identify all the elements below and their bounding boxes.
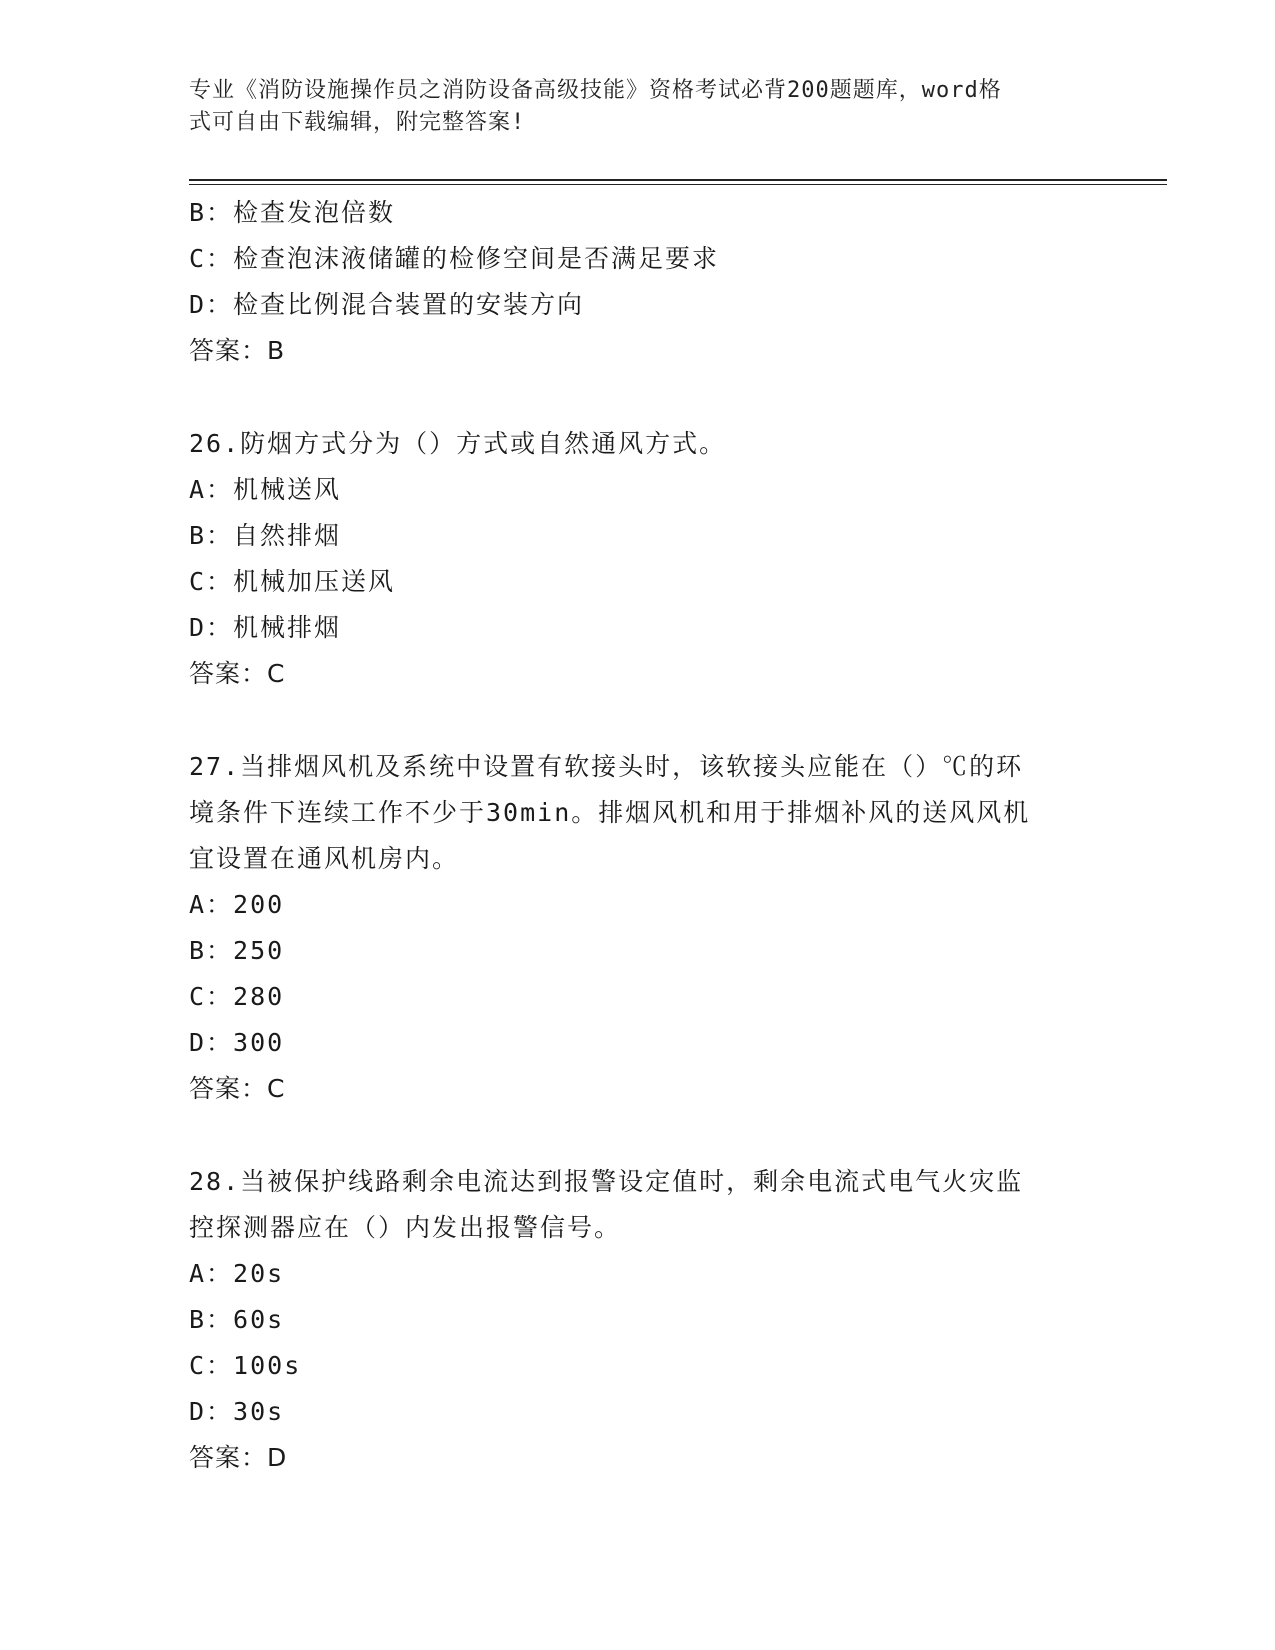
option-c: C：检查泡沫液储罐的检修空间是否满足要求 xyxy=(189,244,720,273)
document-header xyxy=(189,75,1069,139)
answer-line: 答案：C xyxy=(189,1074,286,1103)
option-a: A：200 xyxy=(189,890,285,919)
answer-line: 答案：D xyxy=(189,1443,288,1472)
option-b: B：检查发泡倍数 xyxy=(189,198,396,227)
option-b: B：60s xyxy=(189,1305,285,1334)
header-divider-thin xyxy=(189,184,1167,185)
option-c: C：100s xyxy=(189,1351,302,1380)
option-d: D：检查比例混合装置的安装方向 xyxy=(189,290,585,319)
question-content xyxy=(189,190,1089,1481)
question-26 xyxy=(189,421,1089,697)
option-b: B：250 xyxy=(189,936,285,965)
spacer xyxy=(189,1112,1089,1159)
spacer xyxy=(189,374,1089,421)
option-a: A：机械送风 xyxy=(189,475,342,504)
question-27 xyxy=(189,744,1089,1112)
continued-question xyxy=(189,190,1089,374)
answer-line: 答案：B xyxy=(189,336,286,365)
question-28 xyxy=(189,1159,1089,1481)
header-line-1: 专业《消防设施操作员之消防设备高级技能》资格考试必背200题题库，word格 xyxy=(189,78,1002,103)
question-text-line-1: 28.当被保护线路剩余电流达到报警设定值时，剩余电流式电气火灾监 xyxy=(189,1167,1024,1196)
header-divider-thick xyxy=(189,179,1167,181)
option-c: C：机械加压送风 xyxy=(189,567,396,596)
question-text-line-2: 境条件下连续工作不少于30min。排烟风机和用于排烟补风的送风风机 xyxy=(189,798,1031,827)
question-text-line-1: 27.当排烟风机及系统中设置有软接头时，该软接头应能在（）℃的环 xyxy=(189,752,1024,781)
answer-line: 答案：C xyxy=(189,659,286,688)
question-text-line-2: 控探测器应在（）内发出报警信号。 xyxy=(189,1213,622,1242)
option-a: A：20s xyxy=(189,1259,285,1288)
option-d: D：300 xyxy=(189,1028,285,1057)
option-b: B：自然排烟 xyxy=(189,521,342,550)
question-text-line-3: 宜设置在通风机房内。 xyxy=(189,844,460,873)
header-line-2: 式可自由下载编辑，附完整答案! xyxy=(189,110,526,135)
option-c: C：280 xyxy=(189,982,285,1011)
option-d: D：30s xyxy=(189,1397,285,1426)
spacer xyxy=(189,697,1089,744)
option-d: D：机械排烟 xyxy=(189,613,342,642)
question-text: 26.防烟方式分为（）方式或自然通风方式。 xyxy=(189,429,727,458)
